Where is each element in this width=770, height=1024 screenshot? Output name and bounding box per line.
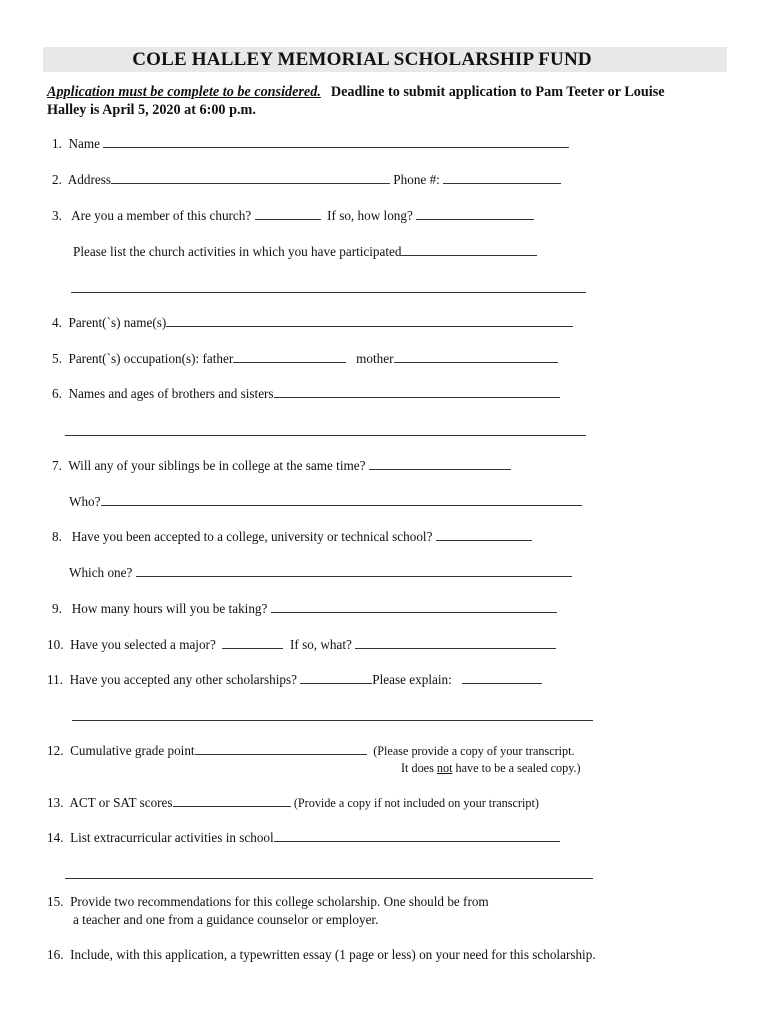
mother-occupation-field[interactable] (394, 350, 558, 363)
siblings-college-field[interactable] (369, 457, 511, 470)
how-long-field[interactable] (416, 207, 534, 220)
father-occupation-label: Parent(`s) occupation(s): father (68, 351, 234, 366)
other-scholarships-field[interactable] (300, 671, 372, 684)
church-member-label: Are you a member of this church? (71, 208, 252, 223)
which-one-field[interactable] (136, 564, 572, 577)
phone-field[interactable] (443, 171, 561, 184)
explain-label: Please explain: (372, 672, 452, 687)
question-13: 13. ACT or SAT scores (Provide a copy if not included on your transcript) (47, 795, 539, 810)
address-label: Address (67, 172, 111, 187)
deadline-notice (47, 83, 727, 119)
church-member-field[interactable] (255, 207, 321, 220)
question-10: 10. Have you selected a major? If so, what? (47, 636, 556, 653)
siblings-label: Names and ages of brothers and sisters (68, 386, 274, 401)
other-scholarships-label: Have you accepted any other scholarships? (69, 672, 297, 687)
question-9: 9. How many hours will you be taking? (52, 600, 557, 617)
form-title-bar (43, 47, 727, 72)
hours-field[interactable] (271, 600, 557, 613)
parents-name-label: Parent(`s) name(s) (68, 315, 167, 330)
name-label: Name (68, 136, 100, 151)
gpa-label: Cumulative grade point (70, 743, 195, 758)
siblings-field[interactable] (274, 385, 560, 398)
address-field[interactable] (111, 171, 390, 184)
recommendations-line1: Provide two recommendations for this college scholarship. One should be from (70, 894, 489, 909)
major-what-label: If so, what? (290, 637, 352, 652)
mother-occupation-label: mother (356, 351, 394, 366)
question-6: 6. Names and ages of brothers and sisters (52, 385, 560, 402)
question-14: 14. List extracurricular activities in school (47, 829, 560, 846)
church-activities-line-2[interactable] (71, 292, 586, 293)
extracurricular-field[interactable] (274, 829, 560, 842)
church-activities-row (73, 243, 537, 260)
question-5: 5. Parent(`s) occupation(s): father mother (52, 350, 558, 367)
recommendations-line2: a teacher and one from a guidance counselor or employer. (73, 912, 379, 927)
test-scores-field[interactable] (173, 794, 291, 807)
siblings-line-2[interactable] (65, 435, 586, 436)
question-7: 7. Will any of your siblings be in college at the same time? (52, 457, 511, 474)
accepted-college-label: Have you been accepted to a college, university or technical school? (71, 529, 433, 544)
who-row (69, 493, 582, 510)
question-11: 11. Have you accepted any other scholarships? Please explain: (47, 671, 542, 688)
test-scores-note: (Provide a copy if not included on your transcript) (293, 796, 539, 810)
church-activities-field[interactable] (401, 243, 537, 256)
question-16: 16. Include, with this application, a typewritten essay (1 page or less) on your need for this scholarship. (47, 947, 596, 962)
major-what-field[interactable] (355, 636, 556, 649)
gpa-field[interactable] (195, 742, 367, 755)
major-label: Have you selected a major? (70, 637, 216, 652)
question-3: 3. Are you a member of this church? If so, how long? (52, 207, 534, 224)
question-4: 4. Parent(`s) name(s) (52, 314, 573, 331)
accepted-college-field[interactable] (436, 528, 532, 541)
essay-instruction: Include, with this application, a typewritten essay (1 page or less) on your need for this scholarship. (70, 947, 596, 962)
major-field[interactable] (222, 636, 283, 649)
extracurricular-line-2[interactable] (65, 878, 593, 879)
how-long-label: If so, how long? (327, 208, 413, 223)
hours-label: How many hours will you be taking? (71, 601, 268, 616)
phone-label: Phone #: (393, 172, 440, 187)
extracurricular-label: List extracurricular activities in school (70, 830, 274, 845)
form-title: COLE HALLEY MEMORIAL SCHOLARSHIP FUND (132, 48, 592, 70)
which-one-row (69, 564, 572, 581)
question-1: 1. Name (52, 135, 569, 152)
question-8: 8. Have you been accepted to a college, university or technical school? (52, 528, 532, 545)
question-15: 15. Provide two recommendations for this college scholarship. One should be from (47, 894, 489, 909)
siblings-college-label: Will any of your siblings be in college at the same time? (68, 458, 366, 473)
question-2: 2. Address Phone #: (52, 171, 561, 188)
deadline-line1: Deadline to submit application to Pam Teeter or Louise (330, 84, 665, 100)
transcript-note-line1: (Please provide a copy of your transcript. (373, 744, 575, 758)
explain-field[interactable] (462, 671, 542, 684)
who-label: Who? (69, 494, 101, 509)
church-activities-label: Please list the church activities in which you have participated (73, 244, 402, 259)
name-field[interactable] (103, 135, 569, 148)
complete-requirement: Application must be complete to be considered. (47, 84, 321, 100)
question-12: 12. Cumulative grade point (Please provide a copy of your transcript. (47, 743, 575, 758)
father-occupation-field[interactable] (233, 350, 346, 363)
deadline-line2: Halley is April 5, 2020 at 6:00 p.m. (47, 102, 256, 118)
explain-line-2[interactable] (72, 720, 593, 721)
which-one-label: Which one? (69, 565, 133, 580)
who-field[interactable] (101, 493, 582, 506)
transcript-note-line2: It does not have to be a sealed copy.) (401, 761, 581, 775)
parents-name-field[interactable] (166, 314, 573, 327)
test-scores-label: ACT or SAT scores (69, 795, 173, 810)
